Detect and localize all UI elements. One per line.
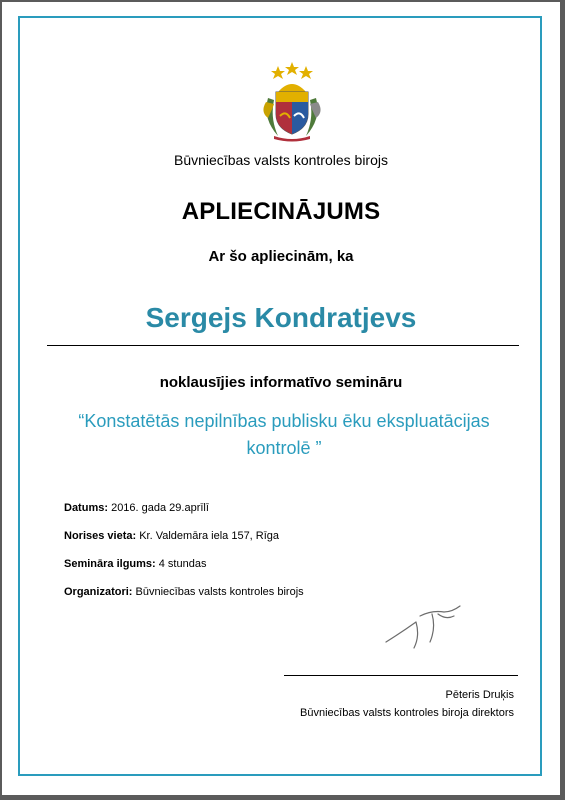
seminar-title-line-2: kontrolē ”: [246, 438, 322, 458]
signer-block: [300, 686, 514, 722]
organizer-label: Organizatori:: [64, 586, 133, 598]
signature-image: [380, 602, 470, 654]
signature-line: [284, 675, 518, 676]
duration-row: [64, 556, 304, 584]
latvia-coat-of-arms-icon: [256, 58, 328, 142]
recipient-name: Sergejs Kondratjevs: [145, 302, 417, 333]
name-underline: [47, 345, 519, 346]
issuer-name: Būvniecības valsts kontroles birojs: [174, 152, 388, 168]
date-label: Datums:: [64, 502, 109, 514]
organizer-row: [64, 584, 304, 612]
signer-title: Būvniecības valsts kontroles biroja direktors: [300, 707, 514, 719]
seminar-title: [62, 408, 506, 462]
date-value: 2016. gada 29.aprīlī: [108, 502, 209, 514]
place-label: Norises vieta:: [64, 530, 137, 542]
certificate-page: [2, 2, 560, 795]
signer-name: Pēteris Druķis: [445, 689, 514, 701]
seminar-title-line-1: “Konstatētās nepilnības publisku ēku ekspluatācijas: [78, 411, 490, 431]
organizer-value: Būvniecības valsts kontroles birojs: [132, 586, 304, 598]
date-row: [64, 500, 304, 528]
place-value: Kr. Valdemāra iela 157, Rīga: [136, 530, 280, 542]
certificate-title: APLIECINĀJUMS: [181, 198, 381, 225]
place-row: [64, 528, 304, 556]
duration-value: 4 stundas: [155, 558, 207, 570]
statement-text: noklausījies informatīvo semināru: [159, 374, 403, 391]
duration-label: Semināra ilgums:: [64, 558, 156, 570]
seminar-details: [64, 500, 304, 612]
intro-text: Ar šo apliecinām, ka: [208, 248, 354, 265]
